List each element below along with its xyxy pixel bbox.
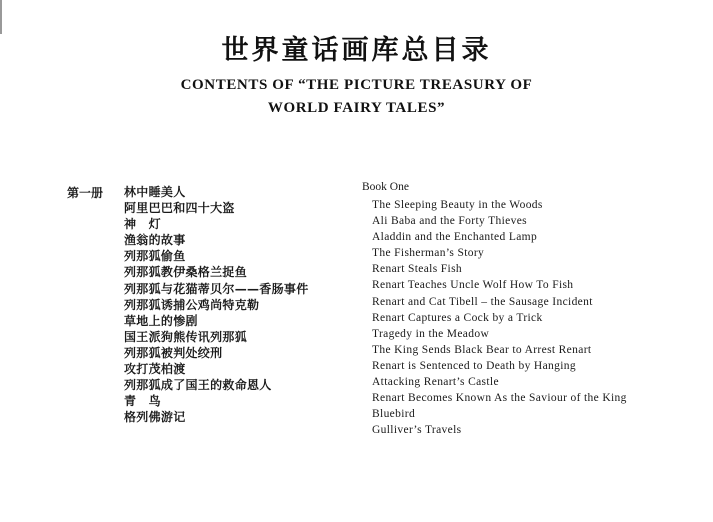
story-title-en: Bluebird	[372, 408, 416, 421]
story-title-cn: 列那狐与花猫蒂贝尔——香肠事件	[124, 281, 309, 296]
story-title-en: Renart Becomes Known As the Saviour of the King	[372, 392, 627, 405]
story-title-cn: 列那狐被判处绞刑	[124, 345, 223, 360]
story-title-en: The Fisherman’s Story	[372, 247, 485, 260]
story-title-en: Renart Steals Fish	[372, 263, 462, 276]
volume-label-chinese: 第一册	[67, 186, 104, 200]
story-title-cn: 渔翁的故事	[124, 233, 186, 248]
story-title-en: Attacking Renart’s Castle	[372, 376, 499, 389]
story-title-en: Gulliver’s Travels	[372, 424, 462, 437]
story-title-cn: 列那狐教伊桑格兰捉鱼	[124, 265, 248, 280]
story-list-chinese	[124, 184, 309, 425]
volume-heading-english: Book One	[362, 181, 409, 193]
title-chinese: 世界童话画库总目录	[221, 35, 492, 66]
story-title-cn: 国王派狗熊传讯列那狐	[124, 329, 248, 344]
story-title-cn: 草地上的惨剧	[124, 313, 198, 328]
story-title-cn: 列那狐成了国王的救命恩人	[124, 378, 272, 393]
story-title-en: Renart Captures a Cock by a Trick	[372, 311, 543, 324]
story-list-english	[372, 197, 627, 438]
story-title-en: Renart Teaches Uncle Wolf How To Fish	[372, 279, 574, 292]
story-title-cn: 青 鸟	[124, 394, 161, 409]
story-title-en: The Sleeping Beauty in the Woods	[372, 199, 543, 211]
story-title-cn: 林中睡美人	[124, 185, 186, 199]
story-title-en: Aladdin and the Enchanted Lamp	[372, 231, 538, 244]
title-english	[0, 74, 713, 120]
story-title-en: Renart is Sentenced to Death by Hanging	[372, 359, 576, 372]
story-title-en: Ali Baba and the Forty Thieves	[372, 215, 527, 228]
story-title-en: The King Sends Black Bear to Arrest Renart	[372, 343, 592, 356]
story-title-en: Tragedy in the Meadow	[372, 327, 490, 340]
title-english-line-1: CONTENTS OF “THE PICTURE TREASURY OF	[180, 77, 533, 93]
story-title-en: Renart and Cat Tibell – the Sausage Incident	[372, 295, 593, 308]
title-english-line-2: WORLD FAIRY TALES”	[267, 100, 446, 116]
story-title-cn: 神 灯	[124, 217, 161, 232]
story-title-cn: 阿里巴巴和四十大盗	[124, 201, 235, 216]
story-title-cn: 攻打茂柏渡	[124, 362, 186, 377]
story-title-cn: 列那狐诱捕公鸡尚特克勒	[124, 297, 260, 312]
story-title-cn: 列那狐偷鱼	[124, 249, 186, 264]
story-title-cn: 格列佛游记	[124, 410, 186, 425]
